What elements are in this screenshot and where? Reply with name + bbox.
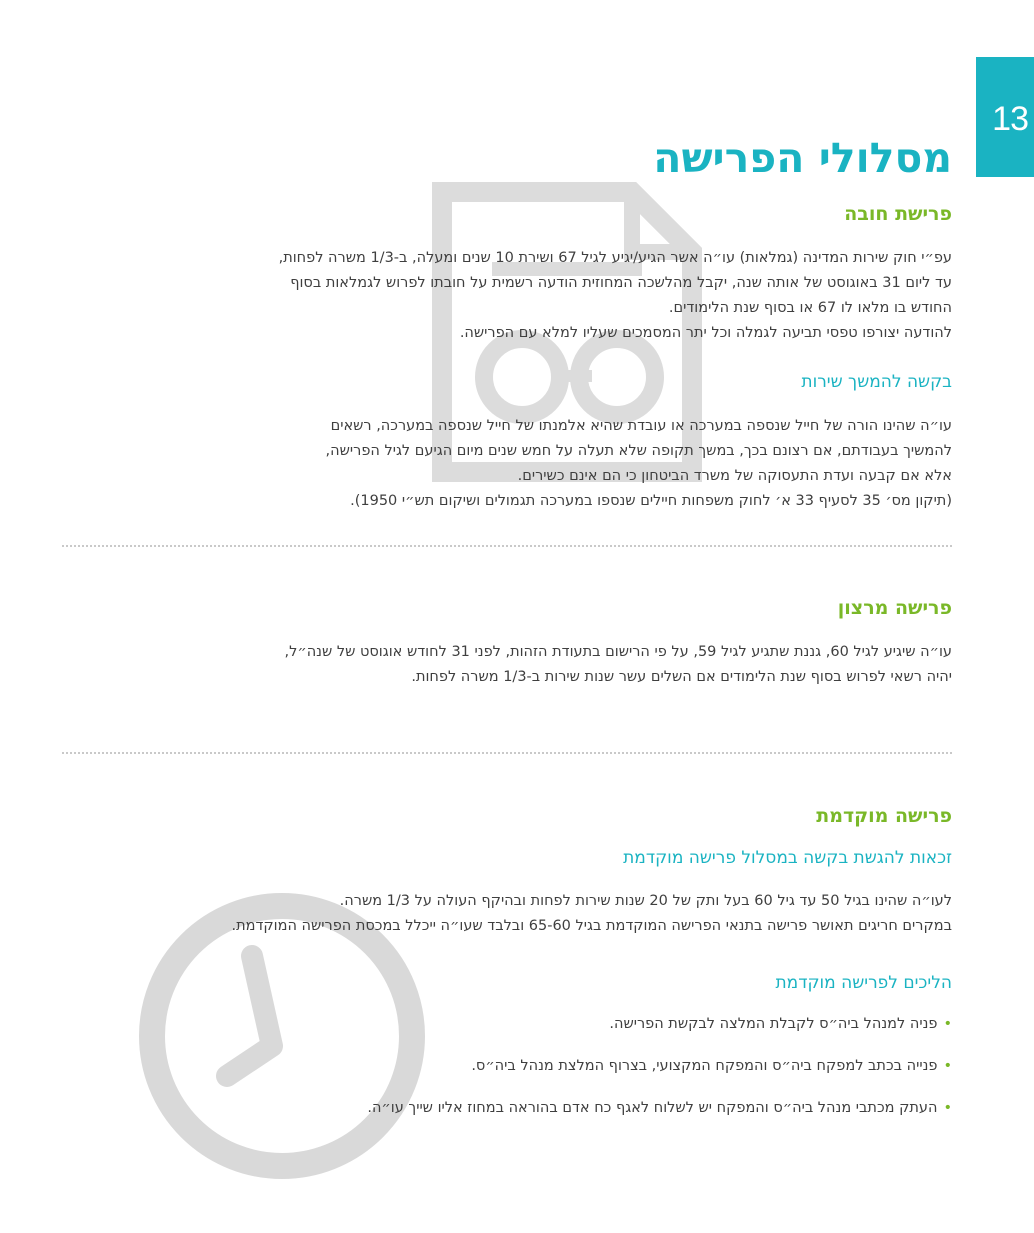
- page-title: מסלולי הפרישה: [653, 134, 952, 182]
- continuation-request-text: [326, 414, 952, 514]
- text-line: עו״ה שיגיע לגיל 60, גננת שתגיע לגיל 59, על פי הרישום בתעודת הזהות, לפני 31 לחודש אוגוסט של שנה״ל,: [284, 644, 952, 660]
- continuation-request-heading: בקשה להמשך שירות: [801, 372, 952, 392]
- early-retirement-heading: פרישה מוקדמת: [816, 805, 952, 827]
- text-line: יהיה רשאי לפרוש בסוף שנת הלימודים אם השלים עשר שנות שירות ב-1/3 משרה לפחות.: [411, 669, 952, 685]
- list-item: [367, 1100, 952, 1142]
- text-line: עו״ה שהינו הורה של חייל שנספה במערכה או עובדת שהיא אלמנתו של חייל שנספה במערכה, רשאים: [330, 418, 952, 434]
- mandatory-retirement-text: [279, 246, 952, 346]
- procedures-heading: הליכים לפרישה מוקדמת: [775, 973, 952, 993]
- text-line: עפ״י חוק שירות המדינה (גמלאות) עו״ה אשר הגיע/יגיע לגיל 67 ושירת 10 שנים ומעלה, ב-1/3 משרה לפחות,: [278, 250, 952, 266]
- list-item: [367, 1016, 952, 1058]
- text-line: עד ליום 31 באוגוסט של אותה שנה, יקבל מהלשכה המחוזית הודעה רשמית על חובתו לפרוש לגמלאות בסוף: [290, 275, 952, 291]
- section-divider: [62, 545, 952, 547]
- voluntary-retirement-text: [285, 640, 952, 690]
- page-number: 13: [992, 100, 1028, 138]
- text-line: להמשיך בעבודתם, אם רצונם בכך, במשך תקופה שלא תעלה על חמש שנים מיום הגיעם לגיל הפרישה,: [325, 443, 952, 459]
- list-item-text: פנייה בכתב למפקח ביה״ס והמפקח המקצועי, בצרוף המלצת מנהל ביה״ס.: [471, 1058, 938, 1074]
- text-line: לעו״ה שהינו בגיל 50 עד גיל 60 בעל ותק של 20 שנות שירות לפחות ובהיקף העולה על 1/3 משרה.: [339, 893, 952, 909]
- eligibility-text: [231, 889, 952, 939]
- bullet-dot-icon: •: [943, 1058, 952, 1074]
- text-line: אלא אם קבעה ועדת התעסוקה של משרד הביטחון כי הם אינם כשירים.: [517, 468, 952, 484]
- mandatory-retirement-heading: פרישת חובה: [844, 203, 952, 225]
- text-line: (תיקון מס׳ 35 לסעיף 33 א׳ לחוק משפחות חיילים שנספו במערכה תגמולים ושיקום תש״י 1950).: [350, 493, 952, 509]
- text-line: החודש בו מלאו לו 67 או בסוף שנת הלימודים.: [668, 300, 952, 316]
- eligibility-heading: זכאות להגשת בקשה במסלול פרישה מוקדמת: [623, 848, 952, 868]
- list-item: [367, 1058, 952, 1100]
- section-divider: [62, 752, 952, 754]
- text-line: להודעה יצורפו טפסי תביעה לגמלה וכל יתר המסמכים שעליו למלא עם הפרישה.: [459, 325, 952, 341]
- list-item-text: העתק מכתבי מנהל ביה״ס והמפקח יש לשלוח לאגף כח אדם בהוראה במחוז אליו שייך עו״ה.: [367, 1100, 938, 1116]
- list-item-text: פניה למנהל ביה״ס לקבלת המלצה לבקשת הפרישה.: [609, 1016, 938, 1032]
- bullet-dot-icon: •: [943, 1100, 952, 1116]
- procedures-list: [367, 1016, 952, 1142]
- bullet-dot-icon: •: [943, 1016, 952, 1032]
- text-line: במקרים חריגים תאושר פרישה בתנאי הפרישה המוקדמת בגיל 65-60 ובלבד שעו״ה ייכלל במכסת הפרישה המוקדמת.: [231, 918, 952, 934]
- voluntary-retirement-heading: פרישה מרצון: [837, 597, 952, 619]
